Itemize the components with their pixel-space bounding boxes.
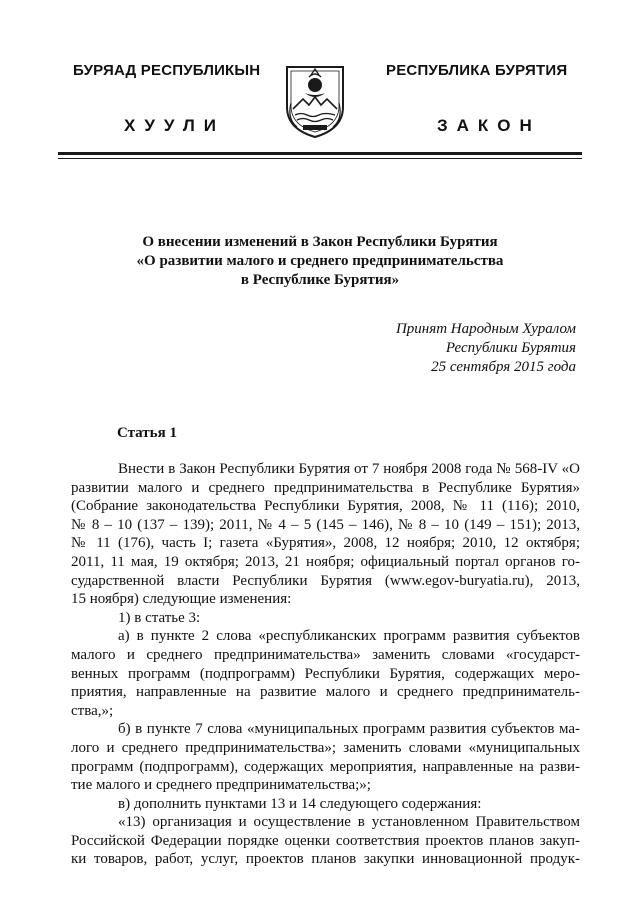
body-line: (Собрание законодательства Республики Бурятия, 2008, № 11 (116); 2010, (71, 498, 580, 515)
adoption-line: Принят Народным Хуралом (395, 321, 576, 337)
law-title-line: О внесении изменений в Закон Республики Бурятия (142, 234, 498, 250)
body-line: а) в пункте 2 слова «республиканских программ развития субъектов (118, 628, 580, 645)
body-line: б) в пункте 7 слова «муниципальных программ развития субъектов ма- (118, 721, 580, 738)
body-line: программ (подпрограмм), содержащих мероприятия, направленные на разви- (71, 758, 580, 775)
header-left-doc-type: ХУУЛИ (124, 116, 225, 135)
header-rule-thin (58, 158, 582, 159)
body-line: лого и среднего предпринимательства»; заменить словами «муниципальных (71, 739, 580, 756)
adoption-note (300, 320, 576, 377)
law-title-line: в Республике Бурятия» (240, 272, 400, 288)
body-line: малого и среднего предпринимательства» заменить словами «государст- (71, 646, 580, 663)
adoption-date: 25 сентября 2015 года (431, 359, 576, 375)
body-line: Российской Федерации порядке оценки соответствия проектов планов закуп- (71, 832, 580, 849)
header-right-doc-type: ЗАКОН (437, 116, 541, 135)
body-line: сударственной власти Республики Бурятия (www.egov-buryatia.ru), 2013, (71, 572, 580, 589)
body-line: 2011, 11 мая, 19 октября; 2013, 21 ноября; официальный портал органов го- (71, 553, 580, 570)
body-line: в) дополнить пунктами 13 и 14 следующего содержания: (118, 795, 482, 812)
body-line: № 8 – 10 (137 – 139); 2011, № 4 – 5 (145 – 146), № 8 – 10 (149 – 151); 2013, (71, 516, 580, 533)
article-heading: Статья 1 (117, 425, 177, 441)
law-title (60, 233, 580, 290)
law-title-line: «О развитии малого и среднего предпринимательства (136, 253, 504, 269)
body-line: Внести в Закон Республики Бурятия от 7 ноября 2008 года № 568-IV «О (118, 461, 580, 477)
header-rule-thick (58, 152, 582, 155)
body-line: «13) организация и осуществление в установленном Правительством (118, 814, 580, 831)
article-body (71, 460, 580, 869)
adoption-line: Республики Бурятия (445, 340, 576, 356)
body-line: венных программ (подпрограмм) Республики Бурятия, содержащих меро- (71, 665, 580, 682)
body-line: ки товаров, работ, услуг, проектов планов закупки инновационной продук- (71, 851, 580, 868)
body-line: тие малого и среднего предпринимательства;»; (71, 777, 371, 794)
body-line: 15 ноября) следующие изменения: (71, 591, 292, 608)
body-line: № 11 (176), часть I; газета «Бурятия», 2008, 12 ноября; 2010, 12 октября; (71, 535, 580, 552)
body-line: ства,»; (71, 702, 114, 719)
body-line: 1) в статье 3: (118, 609, 201, 626)
coat-of-arms-icon (283, 63, 347, 139)
body-line: приятия, направленные на развитие малого и среднего предприниматель- (71, 684, 580, 701)
header-left-title: БУРЯАД РЕСПУБЛИКЫН (73, 62, 261, 79)
body-line: развитии малого и среднего предпринимательства в Республике Бурятия» (71, 479, 580, 496)
header-right-title: РЕСПУБЛИКА БУРЯТИЯ (386, 62, 568, 79)
